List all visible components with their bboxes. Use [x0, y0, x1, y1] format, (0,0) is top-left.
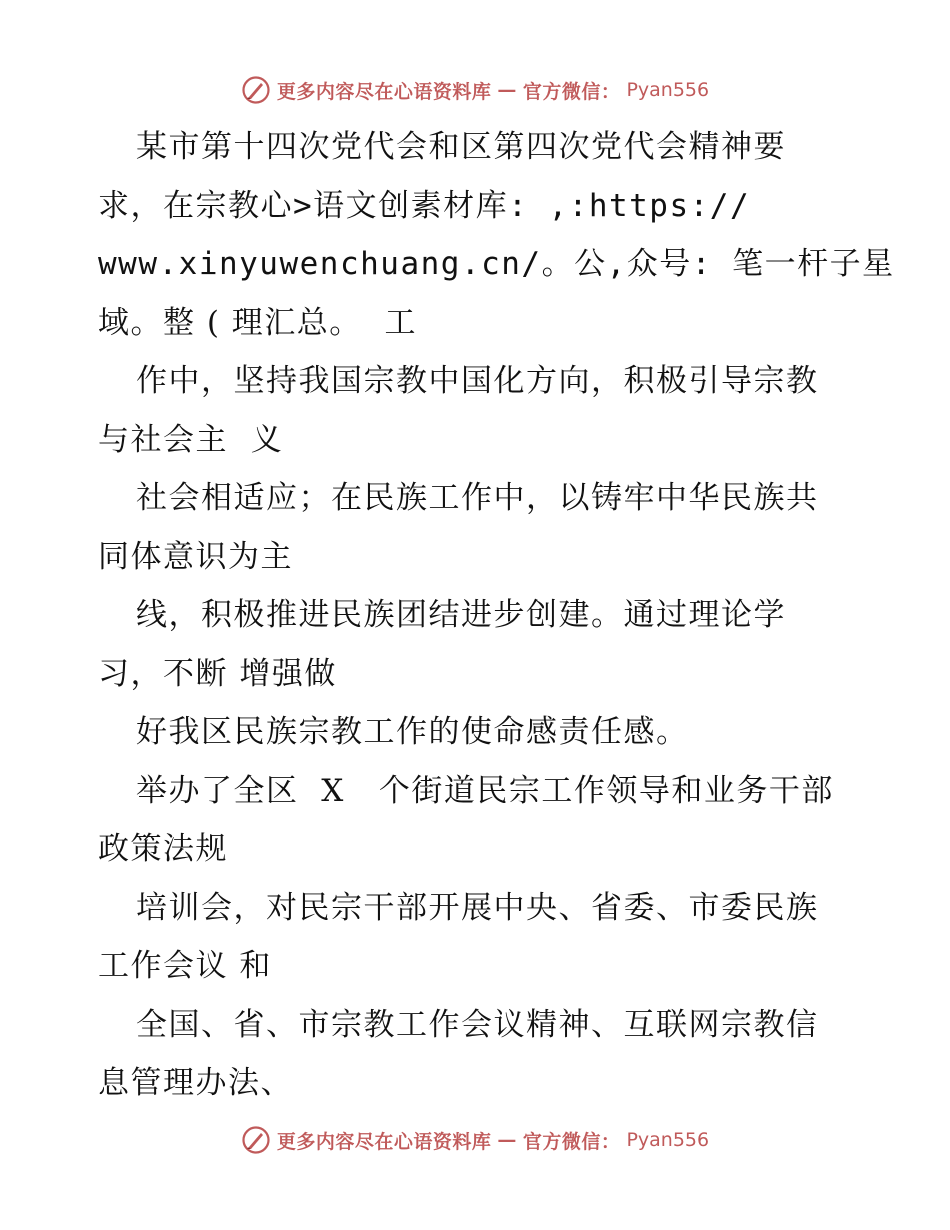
body-line: 作中，坚持我国宗教中国化方向，积极引导宗教 — [136, 363, 819, 399]
watermark-wechat-label: 官方微信： — [522, 1130, 621, 1153]
body-line: 社会相适应；在民族工作中，以铸牢中华民族共 — [136, 480, 819, 516]
quill-logo-icon — [241, 1125, 271, 1155]
body-line: 息管理办法、 — [98, 1065, 293, 1101]
header-watermark — [0, 70, 950, 110]
body-line: 好我区民族宗教工作的使命感责任感。 — [136, 714, 689, 750]
watermark-separator: — — [497, 79, 517, 101]
body-line: 域。整 ( 理汇总。 工 — [98, 304, 418, 341]
body-line: 同体意识为主 — [98, 538, 293, 575]
watermark-brand: 更多内容尽在心语资料库 — [276, 80, 492, 103]
footer-watermark — [0, 1120, 950, 1160]
body-line: 习，不断 增强做 — [98, 655, 337, 692]
quill-logo-icon — [241, 75, 271, 105]
body-line: 线，积极推进民族团结进步创建。通过理论学 — [136, 597, 786, 633]
body-line: 政策法规 — [98, 831, 228, 867]
body-line: www.xinyuwenchuang.cn/。公,众号: 笔一杆子星 — [98, 246, 895, 282]
body-line: 求，在宗教心>语文创素材库: ,:https:// — [98, 187, 751, 224]
document-body — [98, 118, 895, 1113]
body-line: 举办了全区 X 个街道民宗工作领导和业务干部 — [136, 772, 834, 809]
watermark-wechat-id: Pyan556 — [626, 1129, 710, 1151]
body-line: 工作会议 和 — [98, 948, 272, 984]
body-line: 全国、省、市宗教工作会议精神、互联网宗教信 — [136, 1006, 819, 1043]
watermark-separator: — — [497, 1129, 517, 1151]
body-line: 培训会，对民宗干部开展中央、省委、市委民族 — [136, 889, 819, 926]
watermark-wechat-label: 官方微信： — [522, 80, 621, 103]
watermark-brand: 更多内容尽在心语资料库 — [276, 1130, 492, 1153]
body-line: 与社会主 义 — [98, 421, 284, 458]
body-line: 某市第十四次党代会和区第四次党代会精神要 — [136, 129, 786, 165]
watermark-wechat-id: Pyan556 — [626, 79, 710, 101]
